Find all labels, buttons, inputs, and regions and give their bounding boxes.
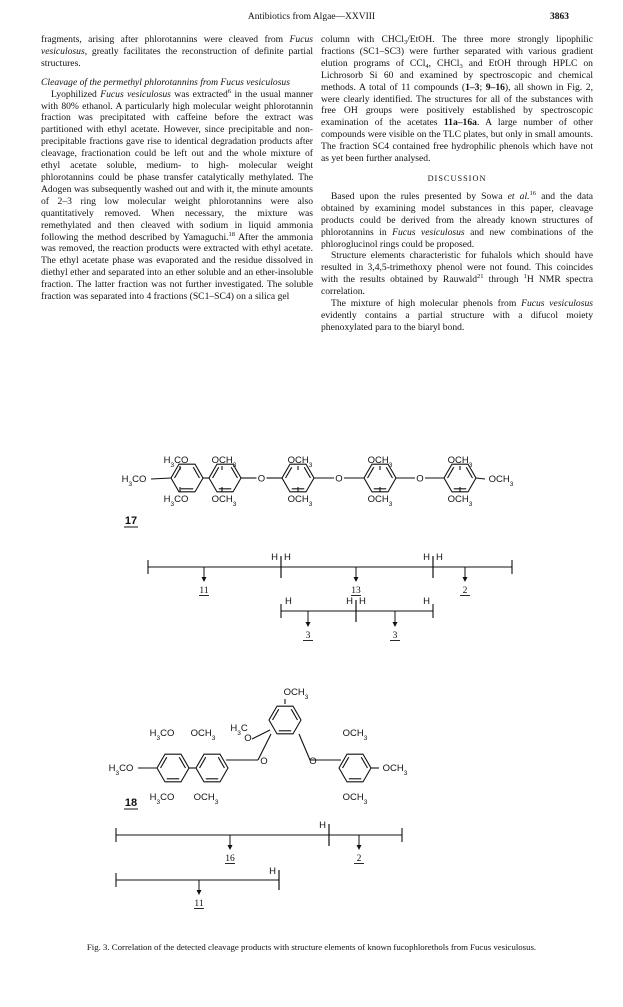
methoxy-label: $OCH_3$: [342, 728, 368, 742]
methoxy-label: $OCH_3$: [211, 494, 237, 508]
paragraph: Lyophilized Fucus vesiculosus was extracted$^6$ in the usual manner with 80% ethanol. A particularly high molecular weight phlorotannin fraction was precipitated with caffeine before the extract was partitioned with ethyl acetate. However, since precipitable and non-precipitable fractions gave rise to identical degradation products after cleavage, fractionation could be left out and the whole mixture of ethyl acetate soluble, medium- to high- molecular weight phlorotannins could be phase transfer catalytically methylated. The Adogen was subsequently washed out and with it, the minute amounts of 2–3 ring low molecular weight phlorotannins were also quantitatively removed. When necessary, the mixture was remethylated and then cleaved with sodium in liquid ammonia following the method described by Yamaguchi.$^{18}$ After the ammonia was removed, the reaction products were extracted with ethyl acetate. The ethyl acetate phase was evaporated and the residue dissolved in diethyl ether and separated into an ether soluble and an ether-insoluble fraction. The latter fraction was not further investigated. The soluble fraction was separated into 4 fractions (SC1–SC4) on a silica gel: [41, 87, 314, 303]
paragraph: column with CHCl$_3$/EtOH. The three more strongly lipophilic fractions (SC1–SC3) were further separated with various gradient elution programs of CCl$_4$, CHCl$_3$ and EtOH through HPLC on Lichrosorb Si 60 and examined by spectroscopic and chemical methods. A total of 11 compounds (1–3; 9–16), all shown in Fig. 2, were clearly identified. The structures for all of the substances with free OH groups were positively established by spectroscopic examination of the acetates 11a–16a. A large number of other compounds were visible on the TLC plates, but only in small amounts. The fraction SC4 contained free hydrophilic phenols which have not as yet been further analysed.: [321, 34, 593, 165]
methoxy-label: $OCH_3$: [447, 494, 473, 508]
ring-double-bond: [231, 467, 237, 478]
paragraph: The mixture of high molecular phenols from Fucus vesiculosus evidently contains a partial structure with a difucol moiety phenoxylated para to the biaryl bond.: [321, 298, 593, 333]
ether-oxygen: O: [416, 473, 424, 485]
methoxy-label: $H_3CO$: [163, 494, 189, 508]
paragraph: fragments, arising after phlorotannins were cleaved from Fucus vesiculosus, greatly facilitates the reconstruction of definite partial structures.: [41, 34, 313, 69]
running-title: Antibiotics from Algae—XXVIII: [247, 12, 376, 22]
ring-double-bond: [161, 757, 167, 768]
methoxy-label: $OCH_3$: [382, 763, 408, 777]
compound-17-label: 17: [124, 515, 138, 527]
methoxy-label: $OCH_3$: [287, 455, 313, 469]
methoxy-label: $H_3CO$: [149, 792, 175, 806]
subheading: Cleavage of the permethyl phlorotannins from Fucus vesiculosus: [41, 76, 290, 88]
h-mark: H: [319, 820, 326, 831]
arrow-head: [357, 845, 362, 850]
methoxy-label: $OCH_3$: [342, 792, 368, 806]
methoxy-label: $OCH_3$: [367, 455, 393, 469]
h-mark: H: [359, 596, 366, 607]
methoxy-label: $OCH_3$: [488, 474, 514, 488]
methoxy-label: $OCH_3$: [190, 728, 216, 742]
h-mark: H: [271, 552, 278, 563]
ring-outline: [196, 754, 228, 782]
ether-oxygen: O: [309, 756, 317, 767]
ring-double-bond: [213, 467, 219, 478]
methoxy-label: $H_3CO$: [108, 763, 134, 777]
methoxy-label: $OCH_3$: [193, 792, 219, 806]
page-number: 3863: [550, 12, 569, 22]
h-mark: H: [436, 552, 443, 563]
h-mark: H: [284, 552, 291, 563]
paragraph: Based upon the rules presented by Sowa et al.$^{16}$ and the data obtained by examining model substances in this paper, cleavage products could be derived from the already known structures of phlorotannins in Fucus vesiculosus and new combinations of the phloroglucinol rings could be proposed.: [321, 189, 594, 250]
ring-outline: [171, 464, 203, 492]
ring-double-bond: [179, 757, 185, 768]
ether-oxygen: O: [257, 473, 266, 485]
arrow-head: [228, 845, 233, 850]
ring-double-bond: [466, 467, 472, 478]
arrow-head: [197, 890, 202, 895]
arrow-head: [306, 622, 311, 627]
fragment-number: 16: [225, 854, 235, 864]
ring-double-bond: [291, 709, 297, 720]
methoxy-label: $H_3CO$: [163, 455, 189, 469]
ether-oxygen: O: [244, 733, 252, 744]
fragment-number: 3: [392, 631, 398, 641]
fragment-number: 13: [351, 586, 361, 596]
fragment-number: 3: [305, 631, 311, 641]
methyl-label: $H_3C$: [230, 723, 248, 737]
methoxy-label: $H_3CO$: [121, 474, 147, 488]
methoxy-label: $OCH_3$: [367, 494, 393, 508]
arrow-head: [202, 577, 207, 582]
ring-17-1: [171, 464, 203, 492]
methoxy-label: $OCH_3$: [283, 687, 309, 701]
methoxy-label: $H_3CO$: [149, 728, 175, 742]
h-mark: H: [285, 596, 292, 607]
h-mark: H: [423, 552, 430, 563]
h-mark: H: [423, 596, 430, 607]
ether-oxygen: O: [260, 756, 268, 767]
substituent-bond: [252, 730, 270, 739]
substituent-bond: [476, 478, 485, 479]
ring-double-bond: [286, 467, 292, 478]
ring-outline: [157, 754, 189, 782]
ring-18-4: [339, 754, 371, 782]
fragment-number: 11: [194, 899, 204, 909]
fragment-number: 11: [199, 586, 209, 596]
ring-double-bond: [386, 467, 392, 478]
ring-double-bond: [361, 757, 367, 768]
ring-18-3: [269, 706, 301, 734]
fragment-number: 2: [462, 586, 468, 596]
ring-double-bond: [448, 467, 454, 478]
ring-double-bond: [200, 757, 206, 768]
paragraph: Structure elements characteristic for fuhalols which should have resulted in 3,4,5-trimethoxy phenol were not found. This coincides with the results obtained by Rauwald$^{21}$ through $^1$H NMR spectra correlation.: [321, 250, 593, 298]
methoxy-label: $OCH_3$: [447, 455, 473, 469]
arrow-head: [354, 577, 359, 582]
methoxy-label: $OCH_3$: [287, 494, 313, 508]
figure-caption: Fig. 3. Correlation of the detected cleavage products with structure elements of known fucophlorethols from Fucus vesiculosus.: [86, 942, 537, 952]
ring-18-2: [196, 754, 228, 782]
ring-double-bond: [193, 467, 199, 478]
ring-18-1: [157, 754, 189, 782]
ring-outline: [339, 754, 371, 782]
section-heading: DISCUSSION: [427, 173, 487, 183]
ring-double-bond: [218, 757, 224, 768]
ether-oxygen: O: [335, 473, 343, 485]
ring-double-bond: [304, 467, 310, 478]
methoxy-label: $OCH_3$: [211, 455, 237, 469]
ring-outline: [269, 706, 301, 734]
compound-18-label: 18: [124, 797, 138, 809]
ring-double-bond: [343, 757, 349, 768]
arrow-head: [463, 577, 468, 582]
ring-double-bond: [368, 467, 374, 478]
fragment-number: 2: [356, 854, 362, 864]
substituent-bond: [151, 478, 171, 479]
ring-double-bond: [273, 709, 279, 720]
arrow-head: [393, 622, 398, 627]
h-mark: H: [269, 866, 276, 877]
h-mark: H: [346, 596, 353, 607]
